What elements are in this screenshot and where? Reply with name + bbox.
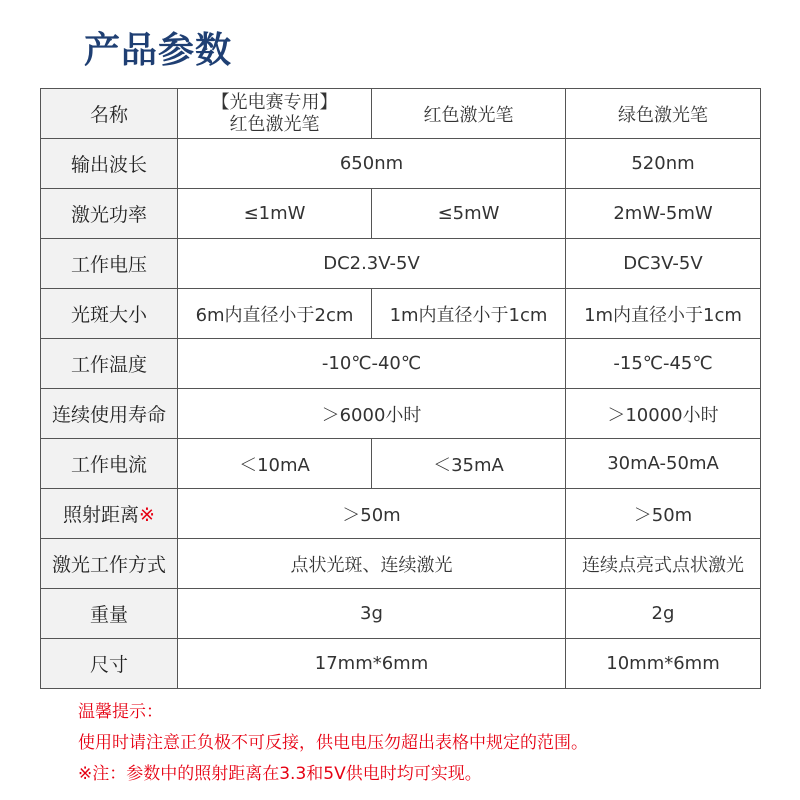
table-row xyxy=(41,589,761,639)
table-row xyxy=(41,239,761,289)
cell-current-red: ＜35mA xyxy=(372,439,566,489)
row-label-range xyxy=(41,489,178,539)
cell-temperature-green: -15℃-45℃ xyxy=(566,339,761,389)
cell-voltage-green: DC3V-5V xyxy=(566,239,761,289)
row-label-voltage: 工作电压 xyxy=(41,239,178,289)
table-row xyxy=(41,289,761,339)
contest-tag: 【光电赛专用】 xyxy=(211,91,338,113)
row-label-temperature: 工作温度 xyxy=(41,339,178,389)
table-row xyxy=(41,539,761,589)
cell-range-red: ＞50m xyxy=(178,489,566,539)
cell-range-green: ＞50m xyxy=(566,489,761,539)
row-label-wavelength: 输出波长 xyxy=(41,139,178,189)
table-row xyxy=(41,489,761,539)
tips-polarity-warning: 使用时请注意正负极不可反接，供电电压勿超出表格中规定的范围。 xyxy=(78,733,588,753)
cell-current-green: 30mA-50mA xyxy=(566,439,761,489)
table-row xyxy=(41,189,761,239)
range-label-text: 照射距离 xyxy=(63,504,140,526)
tips-range-footnote: ※注：参数中的照射距离在3.3和5V供电时均可实现。 xyxy=(78,764,482,784)
cell-size-green: 10mm*6mm xyxy=(566,639,761,689)
warm-tips xyxy=(78,700,588,793)
column-header-green: 绿色激光笔 xyxy=(566,89,761,139)
column-header-contest xyxy=(178,89,372,139)
table-row xyxy=(41,339,761,389)
cell-power-red: ≤5mW xyxy=(372,189,566,239)
row-label-lifetime: 连续使用寿命 xyxy=(41,389,178,439)
cell-spot-contest: 6m内直径小于2cm xyxy=(178,289,372,339)
cell-size-red: 17mm*6mm xyxy=(178,639,566,689)
table-row xyxy=(41,439,761,489)
row-label-current: 工作电流 xyxy=(41,439,178,489)
row-label-mode: 激光工作方式 xyxy=(41,539,178,589)
row-label-name: 名称 xyxy=(41,89,178,139)
row-label-size: 尺寸 xyxy=(41,639,178,689)
cell-spot-red: 1m内直径小于1cm xyxy=(372,289,566,339)
cell-wavelength-green: 520nm xyxy=(566,139,761,189)
cell-weight-red: 3g xyxy=(178,589,566,639)
table-row xyxy=(41,639,761,689)
row-label-spot: 光斑大小 xyxy=(41,289,178,339)
cell-temperature-red: -10℃-40℃ xyxy=(178,339,566,389)
table-row xyxy=(41,139,761,189)
page-title: 产品参数 xyxy=(84,30,233,71)
column-header-red: 红色激光笔 xyxy=(372,89,566,139)
row-label-power: 激光功率 xyxy=(41,189,178,239)
table-row xyxy=(41,389,761,439)
row-label-weight: 重量 xyxy=(41,589,178,639)
cell-current-contest: ＜10mA xyxy=(178,439,372,489)
cell-mode-red: 点状光斑、连续激光 xyxy=(178,539,566,589)
cell-voltage-red: DC2.3V-5V xyxy=(178,239,566,289)
cell-weight-green: 2g xyxy=(566,589,761,639)
spec-table xyxy=(40,88,761,689)
contest-product: 红色激光笔 xyxy=(229,113,320,135)
note-mark: ※ xyxy=(139,504,155,526)
table-row xyxy=(41,89,761,139)
cell-power-green: 2mW-5mW xyxy=(566,189,761,239)
cell-power-contest: ≤1mW xyxy=(178,189,372,239)
cell-wavelength-red: 650nm xyxy=(178,139,566,189)
cell-lifetime-red: ＞6000小时 xyxy=(178,389,566,439)
tips-heading: 温馨提示： xyxy=(78,702,163,722)
cell-spot-green: 1m内直径小于1cm xyxy=(566,289,761,339)
cell-lifetime-green: ＞10000小时 xyxy=(566,389,761,439)
cell-mode-green: 连续点亮式点状激光 xyxy=(566,539,761,589)
